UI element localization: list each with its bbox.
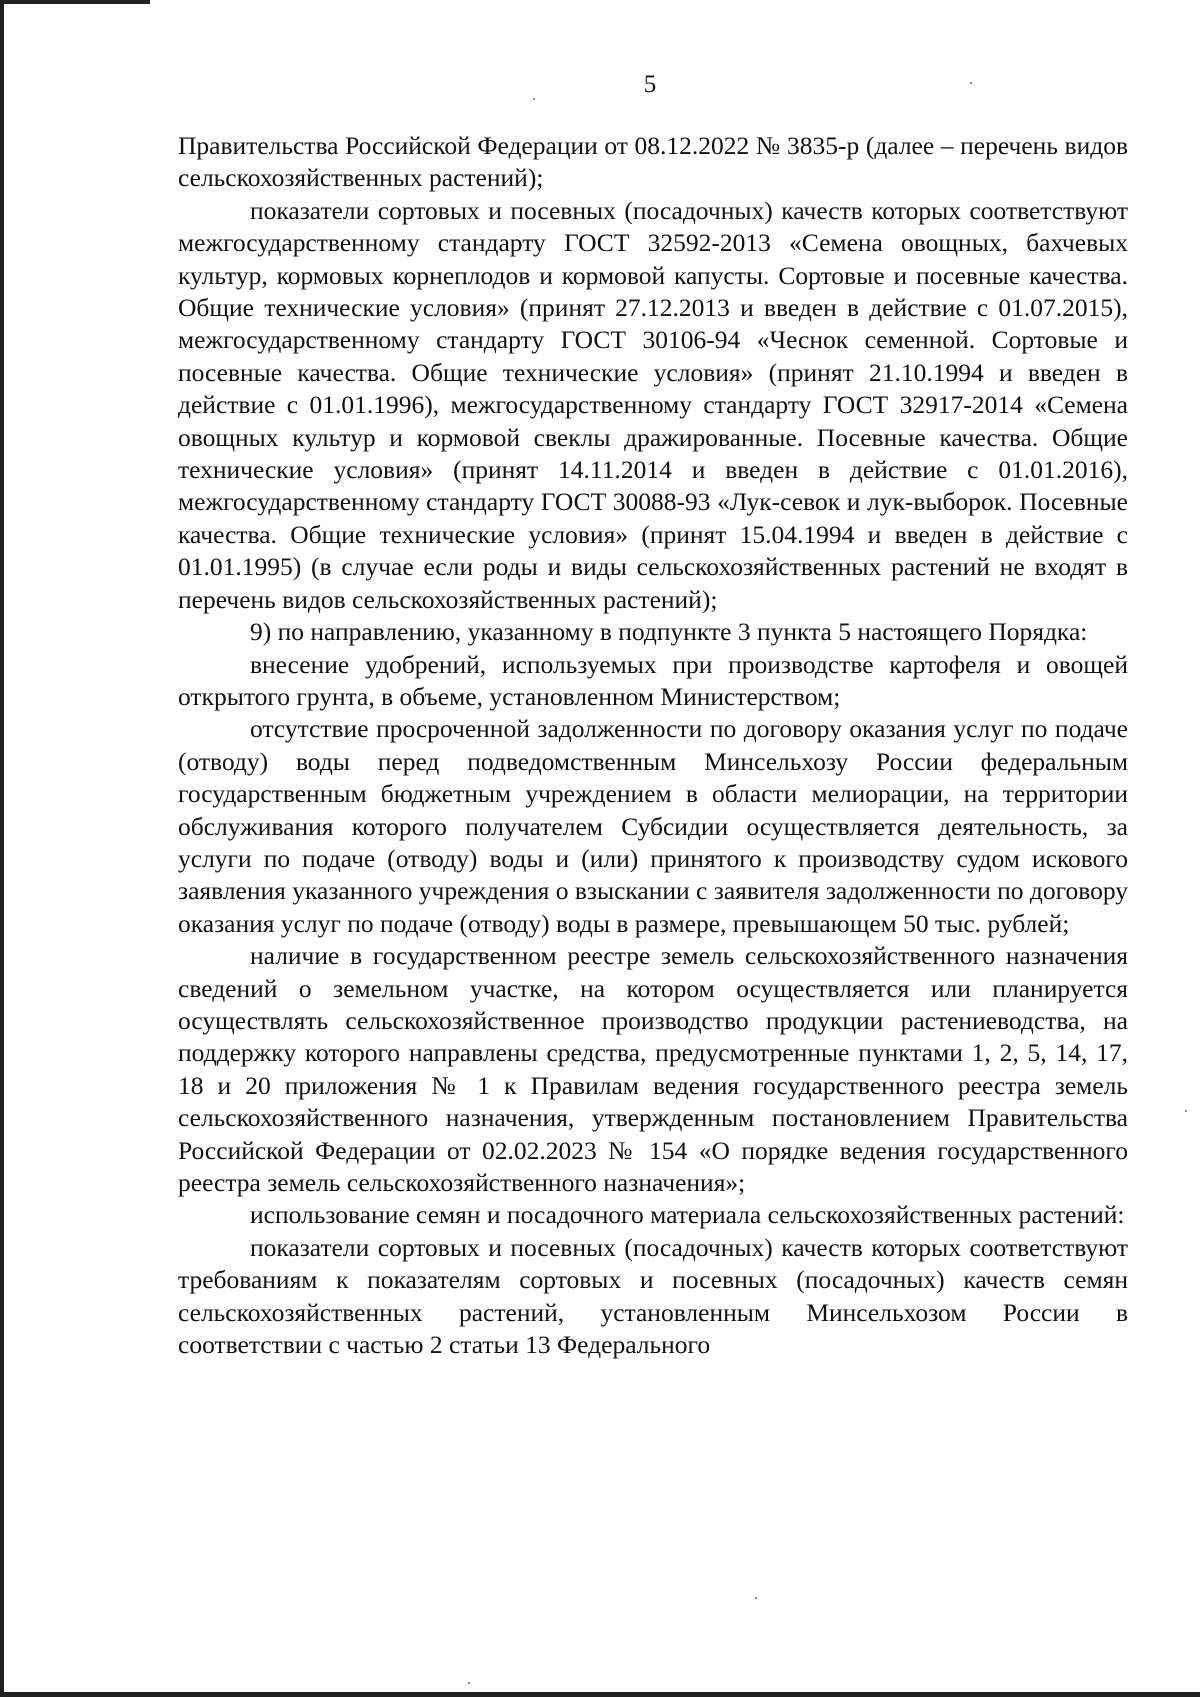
scan-speck — [1185, 1110, 1187, 1112]
scan-speck — [755, 1597, 757, 1599]
scan-speck — [468, 1682, 470, 1684]
paragraph: показатели сортовых и посевных (посадочных) качеств которых соответствуют межгосударственному стандарту ГОСТ 32592-2013 «Семена овощных, бахчевых культур, кормовых корнеплодов и кормовой капусты. Сортовые и посевные качества. Общие технические условия» (принят 27.12.2013 и введен в действие с 01.07.2015), межгосударственному стандарту ГОСТ 30106-94 «Чеснок семенной. Сортовые и посевные качества. Общие технические условия» (принят 21.10.1994 и введен в действие с 01.01.1996), межгосударственному стандарту ГОСТ 32917-2014 «Семена овощных культур и кормовой свеклы дражированные. Посевные качества. Общие технические условия» (принят 14.11.2014 и введен в действие с 01.01.2016), межгосударственному стандарту ГОСТ 30088-93 «Лук-севок и лук-выборок. Посевные качества. Общие технические условия» (принят 15.04.1994 и введен в действие с 01.01.1995) (в случае если роды и виды сельскохозяйственных растений не входят в перечень видов сельскохозяйственных растений); — [178, 195, 1128, 614]
paragraph: показатели сортовых и посевных (посадочных) качеств которых соответствуют требованиям к показателям сортовых и посевных (посадочных) качеств семян сельскохозяйственных растений, установленным Минсельхозом России в соответствии с частью 2 статьи 13 Федерального — [178, 1232, 1128, 1360]
scan-border-bottom — [0, 1692, 1200, 1697]
scan-border-left — [0, 0, 4, 1697]
paragraph: Правительства Российской Федерации от 08.12.2022 № 3835-р (далее – перечень видов сельскохозяйственных растений); — [178, 131, 1128, 193]
document-body — [178, 130, 1128, 1361]
paragraph: внесение удобрений, используемых при производстве картофеля и овощей открытого грунта, в объеме, установленном Министерством; — [178, 649, 1128, 711]
scan-border-top — [0, 0, 150, 4]
paragraph: отсутствие просроченной задолженности по договору оказания услуг по подаче (отводу) воды перед подведомственным Минсельхозу России федеральным государственным бюджетным учреждением в области мелиорации, на территории обслуживания которого получателем Субсидии осуществляется деятельность, за услуги по подаче (отводу) воды и (или) принятого к производству судом искового заявления указанного учреждения о взыскании с заявителя задолженности по договору оказания услуг по подаче (отводу) воды в размере, превышающем 50 тыс. рублей; — [178, 714, 1128, 938]
page-number: 5 — [643, 71, 657, 98]
paragraph: 9) по направлению, указанному в подпункте 3 пункта 5 настоящего Порядка: — [250, 617, 1088, 647]
paragraph: наличие в государственном реестре земель сельскохозяйственного назначения сведений о земельном участке, на котором осуществляется или планируется осуществлять сельскохозяйственное производство продукции растениеводства, на поддержку которого направлены средства, предусмотренные пунктами 1, 2, 5, 14, 17, 18 и 20 приложения № 1 к Правилам ведения государственного реестра земель сельскохозяйственного назначения, утвержденным постановлением Правительства Российской Федерации от 02.02.2023 № 154 «О порядке ведения государственного реестра земель сельскохозяйственного назначения»; — [178, 941, 1128, 1197]
paragraph: использование семян и посадочного материала сельскохозяйственных растений: — [250, 1200, 1125, 1230]
